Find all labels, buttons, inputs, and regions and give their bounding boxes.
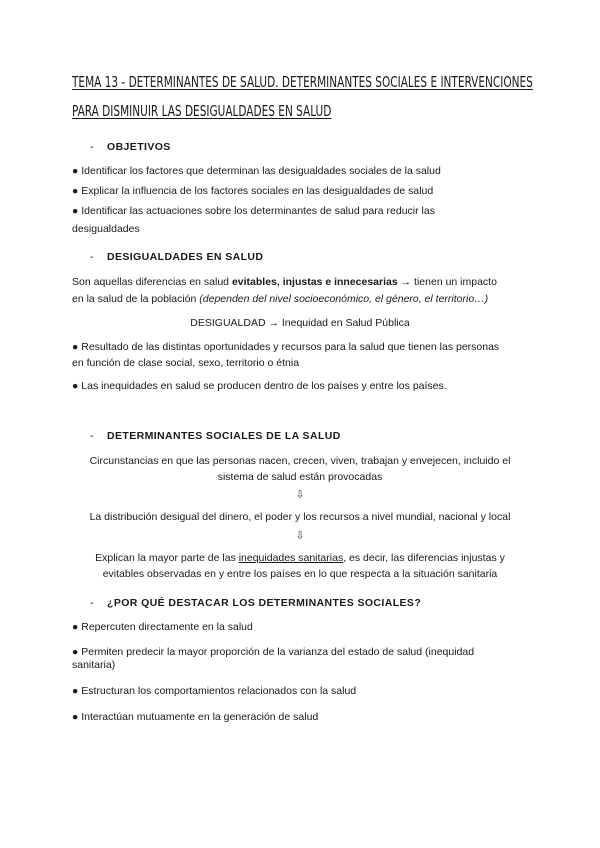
p3-underline: inequidades sanitarias bbox=[238, 552, 344, 564]
document-title-line-1: TEMA 13 - DETERMINANTES DE SALUD. DETERMINANTES SOCIALES E INTERVENCIONES bbox=[72, 73, 533, 91]
heading-text: ¿POR QUÉ DESTACAR LOS DETERMINANTES SOCIALES? bbox=[107, 597, 422, 609]
down-arrow-icon: ⇩ bbox=[295, 530, 305, 542]
desigualdades-bullet-2: ● Las inequidades en salud se producen dentro de los países y entre los países. bbox=[72, 380, 447, 392]
heading-dash: - bbox=[90, 430, 94, 442]
intro-pre: Son aquellas diferencias en salud bbox=[72, 276, 232, 288]
intro-bold: evitables, injustas e innecesarias bbox=[231, 276, 398, 288]
desigualdades-intro-line-2 bbox=[72, 291, 488, 308]
desigualdades-bullet-1-line-2: en función de clase social, sexo, territorio o étnia bbox=[72, 357, 300, 369]
heading-text: DETERMINANTES SOCIALES DE LA SALUD bbox=[107, 430, 341, 442]
intro-line2-pre: en la salud de la población bbox=[72, 293, 200, 305]
heading-dash: - bbox=[90, 251, 94, 263]
objetivo-item-2: ● Explicar la influencia de los factores sociales en las desigualdades de salud bbox=[72, 185, 434, 197]
determinantes-p1-line-2: sistema de salud están provocadas bbox=[217, 471, 383, 483]
porque-item-2-line-2: sanitaria) bbox=[72, 659, 116, 671]
intro-post: → tienen un impacto bbox=[397, 276, 497, 288]
porque-item-2-line-1: ● Permiten predecir la mayor proporción de la varianza del estado de salud (inequidad bbox=[72, 646, 475, 658]
determinantes-p3-line-2: evitables observadas en y entre los países en lo que respecta a la situación sanitaria bbox=[102, 568, 498, 580]
intro-line2-italic: (dependen del nivel socioeconómico, el género, el territorio…) bbox=[199, 293, 489, 305]
porque-item-3: ● Estructuran los comportamientos relacionados con la salud bbox=[72, 685, 357, 697]
heading-text: OBJETIVOS bbox=[107, 141, 171, 153]
porque-item-1: ● Repercuten directamente en la salud bbox=[72, 621, 253, 633]
determinantes-p3-line-1 bbox=[72, 550, 528, 567]
section-heading-desigualdades bbox=[90, 251, 263, 263]
desigualdades-intro-line-1 bbox=[72, 274, 497, 291]
section-heading-objetivos bbox=[90, 141, 171, 153]
p3-post: , es decir, las diferencias injustas y bbox=[343, 552, 505, 564]
document-title-line-2: PARA DISMINUIR LAS DESIGUALDADES EN SALUD bbox=[72, 102, 332, 120]
heading-dash: - bbox=[90, 141, 94, 153]
porque-item-4: ● Interactúan mutuamente en la generación de salud bbox=[72, 711, 319, 723]
objetivo-item-3: ● Identificar las actuaciones sobre los determinantes de salud para reducir las bbox=[72, 205, 435, 217]
desigualdades-bullet-1-line-1: ● Resultado de las distintas oportunidades y recursos para la salud que tienen las personas bbox=[72, 341, 500, 353]
section-heading-por-que bbox=[90, 597, 421, 609]
determinantes-p2: La distribución desigual del dinero, el poder y los recursos a nivel mundial, nacional y local bbox=[89, 511, 511, 523]
section-heading-determinantes bbox=[90, 430, 341, 442]
heading-text: DESIGUALDADES EN SALUD bbox=[107, 251, 264, 263]
determinantes-p1-line-1: Circunstancias en que las personas nacen, crecen, viven, trabajan y envejecen, incluido el bbox=[89, 455, 511, 467]
objetivo-item-1: ● Identificar los factores que determinan las desigualdades sociales de la salud bbox=[72, 165, 441, 177]
p3-pre: Explican la mayor parte de las bbox=[95, 552, 239, 564]
desigualdad-equation: DESIGUALDAD → Inequidad en Salud Pública bbox=[190, 317, 410, 329]
down-arrow-icon: ⇩ bbox=[295, 489, 305, 501]
heading-dash: - bbox=[90, 597, 94, 609]
objetivo-item-3-continued: desigualdades bbox=[72, 223, 140, 235]
